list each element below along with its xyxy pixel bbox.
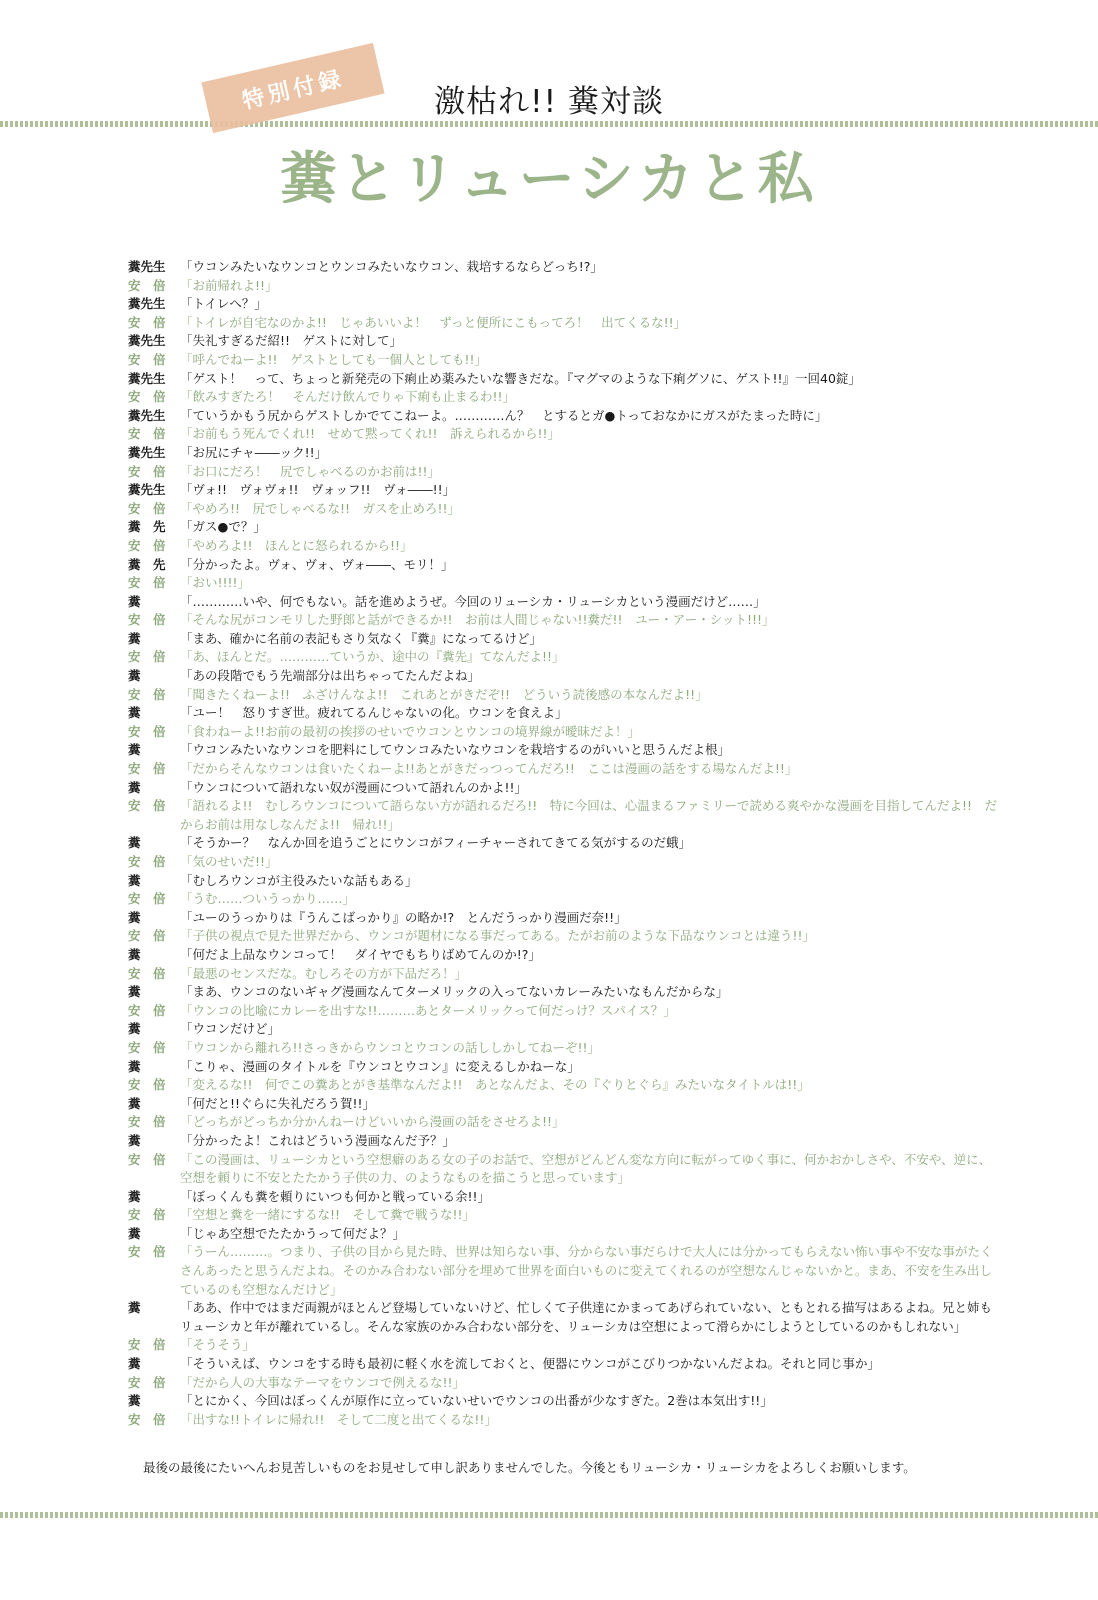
speaker-name: 安 倍 — [128, 965, 166, 981]
speech-text: 「気のせいだ!!」 — [180, 854, 278, 869]
speech-text: 「ゲスト！ って、ちょっと新発売の下痢止め薬みたいな響きだな。『マグマのような下痢グソに、ゲスト!!』一回40錠」 — [180, 370, 861, 386]
speaker-name: 糞 — [128, 872, 141, 888]
dialogue-line — [128, 593, 998, 612]
speech-text: 「やめろ!! 尻でしゃべるな!! ガスを止めろ!!」 — [180, 500, 461, 516]
speech-text: 「何だと!!ぐらに失礼だろう賀!!」 — [180, 1095, 376, 1111]
dialogue-line — [128, 667, 998, 686]
speaker-name: 糞先生 — [128, 333, 166, 349]
speaker-name: 安 倍 — [128, 575, 166, 591]
speech-text: 「トイレへ？」 — [180, 296, 267, 312]
speaker-name: 安 倍 — [128, 1039, 166, 1055]
speech-text: 「空想と糞を一緒にするな!! そして糞で戦うな!!」 — [180, 1207, 476, 1223]
dialogue-line — [128, 1355, 998, 1374]
dialogue-line — [128, 444, 998, 463]
page-title: 糞とリューシカと私 — [280, 147, 818, 212]
speech-text: 「ああ、作中ではまだ両親がほとんど登場していないけど、忙しくて子供達にかまってあげられていない、ともとれる描写はあるよね。兄と姉もリューシカと年が離れているし。そんな家族のかみ合わない部分を、リューシカは空想によって滑らかにしようとしているのかもしれない」 — [180, 1300, 993, 1334]
speech-text: 「何だよ上品なウンコって！ ダイヤでもちりばめてんのか!?」 — [180, 946, 541, 962]
speaker-name: 安 倍 — [128, 277, 166, 293]
speaker-name: 糞 — [128, 630, 141, 646]
speaker-name: 糞 — [128, 909, 141, 925]
speaker-name: 安 倍 — [128, 463, 166, 479]
speech-text: 「おい!!!!」 — [180, 575, 251, 591]
dialogue-line — [128, 1299, 998, 1336]
speaker-name: 安 倍 — [128, 1151, 166, 1167]
speaker-name: 糞先生 — [128, 370, 166, 386]
dialogue-line — [128, 351, 998, 370]
speaker-name: 糞 — [128, 984, 141, 1000]
dialogue-line — [128, 388, 998, 407]
speech-text: 「聞きたくねーよ!! ふざけんなよ!! これあとがきだぞ!! どういう読後感の本なんだよ!!」 — [180, 686, 708, 702]
speaker-name: 安 倍 — [128, 314, 166, 330]
dialogue-line — [128, 277, 998, 296]
speaker-name: 安 倍 — [128, 1114, 166, 1130]
speaker-name: 糞 — [128, 1058, 141, 1074]
speaker-name: 糞先生 — [128, 407, 166, 423]
speaker-name: 安 倍 — [128, 686, 166, 702]
dialogue-line — [128, 1020, 998, 1039]
speaker-name: 安 倍 — [128, 1374, 166, 1390]
speech-text: 「ウンコについて語れない奴が漫画について語れんのかよ!!」 — [180, 779, 528, 795]
speech-text: 「失礼すぎるだ紹!! ゲストに対して」 — [180, 333, 403, 349]
dialogue-line — [128, 1132, 998, 1151]
speaker-name: 糞 — [128, 1300, 141, 1316]
dialogue-line — [128, 946, 998, 965]
dialogue-line — [128, 258, 998, 277]
dialogue-line — [128, 425, 998, 444]
speaker-name: 糞 — [128, 779, 141, 795]
dialogue-line — [128, 834, 998, 853]
speaker-name: 安 倍 — [128, 1411, 166, 1427]
dialogue-line — [128, 779, 998, 798]
speaker-name: 安 倍 — [128, 723, 166, 739]
dialogue-line — [128, 1206, 998, 1225]
dialogue-line — [128, 1336, 998, 1355]
speaker-name: 糞 — [128, 1393, 141, 1409]
dialogue-line — [128, 1411, 998, 1430]
dialogue-line — [128, 500, 998, 519]
speaker-name: 安 倍 — [128, 1002, 166, 1018]
speech-text: 「お尻にチャ――ック!!」 — [180, 444, 328, 460]
speech-text: 「分かったよ！これはどういう漫画なんだ予？」 — [180, 1132, 456, 1148]
speaker-name: 糞 — [128, 705, 141, 721]
dialogue-line — [128, 1039, 998, 1058]
speech-text: 「食わねーよ!!お前の最初の挨拶のせいでウコンとウンコの境界線が曖昧だよ！」 — [180, 723, 641, 739]
speaker-name: 安 倍 — [128, 389, 166, 405]
dialogue-line — [128, 518, 998, 537]
speaker-name: 糞 — [128, 593, 141, 609]
dialogue-line — [128, 872, 998, 891]
speaker-name: 糞先生 — [128, 444, 166, 460]
speaker-name: 安 倍 — [128, 928, 166, 944]
speaker-name: 糞 — [128, 1188, 141, 1204]
speech-text: 「こりゃ、漫画のタイトルを『ウンコとウコン』に変えるしかねーな」 — [180, 1058, 580, 1074]
speech-text: 「とにかく、今回はぼっくんが原作に立っていないせいでウンコの出番が少なすぎた。2巻は本気出す!!」 — [180, 1393, 773, 1409]
speaker-name: 安 倍 — [128, 1077, 166, 1093]
dialogue-line — [128, 983, 998, 1002]
speech-text: 「…………いや、何でもない。話を進めようぜ。今回のリューシカ・リューシカという漫画だけど……」 — [180, 593, 766, 609]
speaker-name: 安 倍 — [128, 612, 166, 628]
speaker-name: 糞 — [128, 1021, 141, 1037]
dialogue-line — [128, 797, 998, 834]
dialogue-line — [128, 1002, 998, 1021]
dialogue-line — [128, 648, 998, 667]
speech-text: 「ウンコの比喩にカレーを出すな!!………あとターメリックって何だっけ？スパイス？」 — [180, 1002, 676, 1018]
dialogue-line — [128, 1151, 998, 1188]
speech-text: 「そういえば、ウンコをする時も最初に軽く水を流しておくと、便器にウンコがこびりつかないんだよね。それと同じ事か」 — [180, 1356, 881, 1372]
dialogue-line — [128, 1374, 998, 1393]
speaker-name: 糞 — [128, 1225, 141, 1241]
speech-text: 「あの段階でもう先端部分は出ちゃってたんだよね」 — [180, 668, 481, 684]
dialogue-line — [128, 1076, 998, 1095]
speech-text: 「そうそう」 — [180, 1337, 256, 1353]
speech-text: 「出すな!!トイレに帰れ!! そして二度と出てくるな!!」 — [180, 1411, 497, 1427]
speech-text: 「うーん………。つまり、子供の目から見た時、世界は知らない事、分からない事だらけで大人には分かってもらえない怖い事や不安な事がたくさんあったと思うんだよね。そのかみ合わない部分を埋めて世界を面白いものに変えてくれるのが空想なんじゃないかと。まあ、不安を生み出しているのも空想なんだけど」 — [180, 1244, 993, 1297]
dialogue-line — [128, 574, 998, 593]
dialogue-line — [128, 741, 998, 760]
dialogue-line — [128, 723, 998, 742]
speech-text: 「だから人の大事なテーマをウンコで例えるな!!」 — [180, 1374, 466, 1390]
dialogue-line — [128, 537, 998, 556]
dialogue-line — [128, 890, 998, 909]
speaker-name: 安 倍 — [128, 537, 166, 553]
speech-text: 「お前帰れよ!!」 — [180, 277, 278, 293]
bottom-dotted-rule — [0, 1512, 1098, 1518]
speaker-name: 安 倍 — [128, 351, 166, 367]
speech-text: 「お口にだろ！ 尻でしゃべるのかお前は!!」 — [180, 463, 441, 479]
speaker-name: 糞 — [128, 1095, 141, 1111]
speech-text: 「うむ……ついうっかり……」 — [180, 891, 356, 907]
dialogue-line — [128, 853, 998, 872]
speaker-name: 安 倍 — [128, 798, 166, 814]
dialogue-line — [128, 760, 998, 779]
speech-text: 「ガス●で？」 — [180, 519, 266, 535]
speech-text: 「子供の視点で見た世界だから、ウンコが題材になる事だってある。たがお前のような下品なウンコとは違う!!」 — [180, 928, 816, 944]
top-dotted-rule — [0, 121, 1098, 127]
speaker-name: 安 倍 — [128, 426, 166, 442]
speech-text: 「まあ、ウンコのないギャグ漫画なんてターメリックの入ってないカレーみたいなもんだからな」 — [180, 984, 729, 1000]
speech-text: 「だからそんなウコンは食いたくねーよ!!あとがきだっつってんだろ!! ここは漫画の話をする場なんだよ!!」 — [180, 761, 798, 777]
dialogue-line — [128, 927, 998, 946]
speech-text: 「じゃあ空想でたたかうって何だよ？」 — [180, 1225, 406, 1241]
speaker-name: 糞 — [128, 946, 141, 962]
speech-text: 「ていうかもう尻からゲストしかでてこねーよ。…………ん？ とするとガ●トっておなかにガスがたまった時に」 — [180, 407, 828, 423]
speaker-name: 糞 先 — [128, 519, 166, 535]
dialogue-list — [128, 258, 998, 1429]
tape-label: 特別付録 — [201, 43, 384, 133]
speech-text: 「トイレが自宅なのかよ!! じゃあいいよ！ ずっと便所にこもってろ！ 出てくるな!!」 — [180, 314, 687, 330]
dialogue-line — [128, 1392, 998, 1411]
speaker-name: 安 倍 — [128, 1337, 166, 1353]
speaker-name: 糞 — [128, 1356, 141, 1372]
dialogue-line — [128, 1225, 998, 1244]
dialogue-line — [128, 1095, 998, 1114]
dialogue-line — [128, 1113, 998, 1132]
dialogue-line — [128, 295, 998, 314]
speech-text: 「お前もう死んでくれ!! せめて黙ってくれ!! 訴えられるから!!」 — [180, 426, 561, 442]
speaker-name: 糞 — [128, 668, 141, 684]
speech-text: 「そんな尻がコンモリした野郎と話ができるか!! お前は人間じゃない!!糞だ!! ユー・アー・シット!!!」 — [180, 612, 775, 628]
speaker-name: 安 倍 — [128, 649, 166, 665]
speaker-name: 安 倍 — [128, 854, 166, 869]
dialogue-line — [128, 909, 998, 928]
speech-text: 「呼んでねーよ!! ゲストとしても一個人としても!!」 — [180, 351, 488, 367]
dialogue-line — [128, 686, 998, 705]
speaker-name: 糞 — [128, 835, 141, 851]
speaker-name: 安 倍 — [128, 891, 166, 907]
speech-text: 「どっちがどっちか分かんねーけどいいから漫画の話をさせろよ!!」 — [180, 1114, 565, 1130]
dialogue-line — [128, 314, 998, 333]
dialogue-line — [128, 1058, 998, 1077]
dialogue-line — [128, 407, 998, 426]
speaker-name: 糞先生 — [128, 482, 166, 498]
speech-text: 「最悪のセンスだな。むしろその方が下品だろ！」 — [180, 965, 468, 981]
dialogue-line — [128, 556, 998, 575]
speech-text: 「まあ、確かに名前の表記もさり気なく『糞』になってるけど」 — [180, 630, 543, 646]
page-subtitle: 激枯れ!! 糞対談 — [434, 84, 664, 120]
speech-text: 「やめろよ!! ほんとに怒られるから!!」 — [180, 537, 413, 553]
speaker-name: 糞先生 — [128, 259, 166, 274]
speech-text: 「語れるよ!! むしろウンコについて語らない方が語れるだろ!! 特に今回は、心温まるファミリーで読める爽やかな漫画を目指してんだよ!! だからお前は用なしなんだよ!! 帰れ!!」 — [180, 798, 998, 832]
dialogue-line — [128, 463, 998, 482]
dialogue-line — [128, 611, 998, 630]
dialogue-line — [128, 630, 998, 649]
dialogue-line — [128, 1243, 998, 1299]
speech-text: 「ウコンだけど」 — [180, 1021, 281, 1037]
speech-text: 「飲みすぎたろ！ そんだけ飲んでりゃ下痢も止まるわ!!」 — [180, 389, 516, 405]
speech-text: 「変えるな!! 何でこの糞あとがき基準なんだよ!! あとなんだよ、その『ぐりとぐら』みたいなタイトルは!!」 — [180, 1077, 810, 1093]
speaker-name: 安 倍 — [128, 1244, 166, 1260]
speaker-name: 糞 — [128, 1132, 141, 1148]
dialogue-line — [128, 481, 998, 500]
dialogue-line — [128, 370, 998, 389]
speaker-name: 安 倍 — [128, 1207, 166, 1223]
speech-text: 「ウコンから離れろ!!さっきからウンコとウコンの話ししかしてねーぞ!!」 — [180, 1039, 601, 1055]
speaker-name: 糞 — [128, 742, 141, 758]
closing-note: 最後の最後にたいへんお見苦しいものをお見せして申し訳ありませんでした。今後ともリューシカ・リューシカをよろしくお願いします。 — [143, 1460, 916, 1475]
speech-text: 「ユー！ 怒りすぎ世。疲れてるんじゃないの化。ウコンを食えよ」 — [180, 705, 568, 721]
speech-text: 「ぼっくんも糞を頼りにいつも何かと戦っている余!!」 — [180, 1188, 491, 1204]
speaker-name: 糞 先 — [128, 556, 166, 572]
dialogue-line — [128, 1188, 998, 1207]
speech-text: 「むしろウンコが主役みたいな話もある」 — [180, 872, 418, 888]
speech-text: 「ウコンみたいなウンコを肥料にしてウンコみたいなウコンを栽培するのがいいと思うんだよ根」 — [180, 742, 731, 758]
speaker-name: 安 倍 — [128, 500, 166, 516]
dialogue-line — [128, 965, 998, 984]
speech-text: 「そうかー？ なんか回を追うごとにウンコがフィーチャーされてきてる気がするのだ蛾」 — [180, 835, 692, 851]
speaker-name: 安 倍 — [128, 761, 166, 777]
dialogue-line — [128, 704, 998, 723]
speaker-name: 糞先生 — [128, 296, 166, 312]
speech-text: 「ウコンみたいなウンコとウンコみたいなウコン、栽培するならどっち!?」 — [180, 259, 603, 274]
speech-text: 「ヴォ!! ヴォヴォ!! ヴォッフ!! ヴォ――!!」 — [180, 482, 456, 498]
speech-text: 「あ、ほんとだ。…………ていうか、途中の『糞先』てなんだよ!!」 — [180, 649, 565, 665]
speech-text: 「分かったよ。ヴォ、ヴォ、ヴォ――、モリ！」 — [180, 556, 454, 572]
speech-text: 「この漫画は、リューシカという空想癖のある女の子のお話で、空想がどんどん変な方向に転がってゆく事に、何かおかしさや、不安や、逆に、空想を頼りに不安とたたかう子供の力、のようなものを描こうと思っています」 — [180, 1151, 992, 1186]
speech-text: 「ユーのうっかりは『うんこばっかり』の略か!? とんだうっかり漫画だ奈!!」 — [180, 909, 627, 925]
dialogue-line — [128, 332, 998, 351]
